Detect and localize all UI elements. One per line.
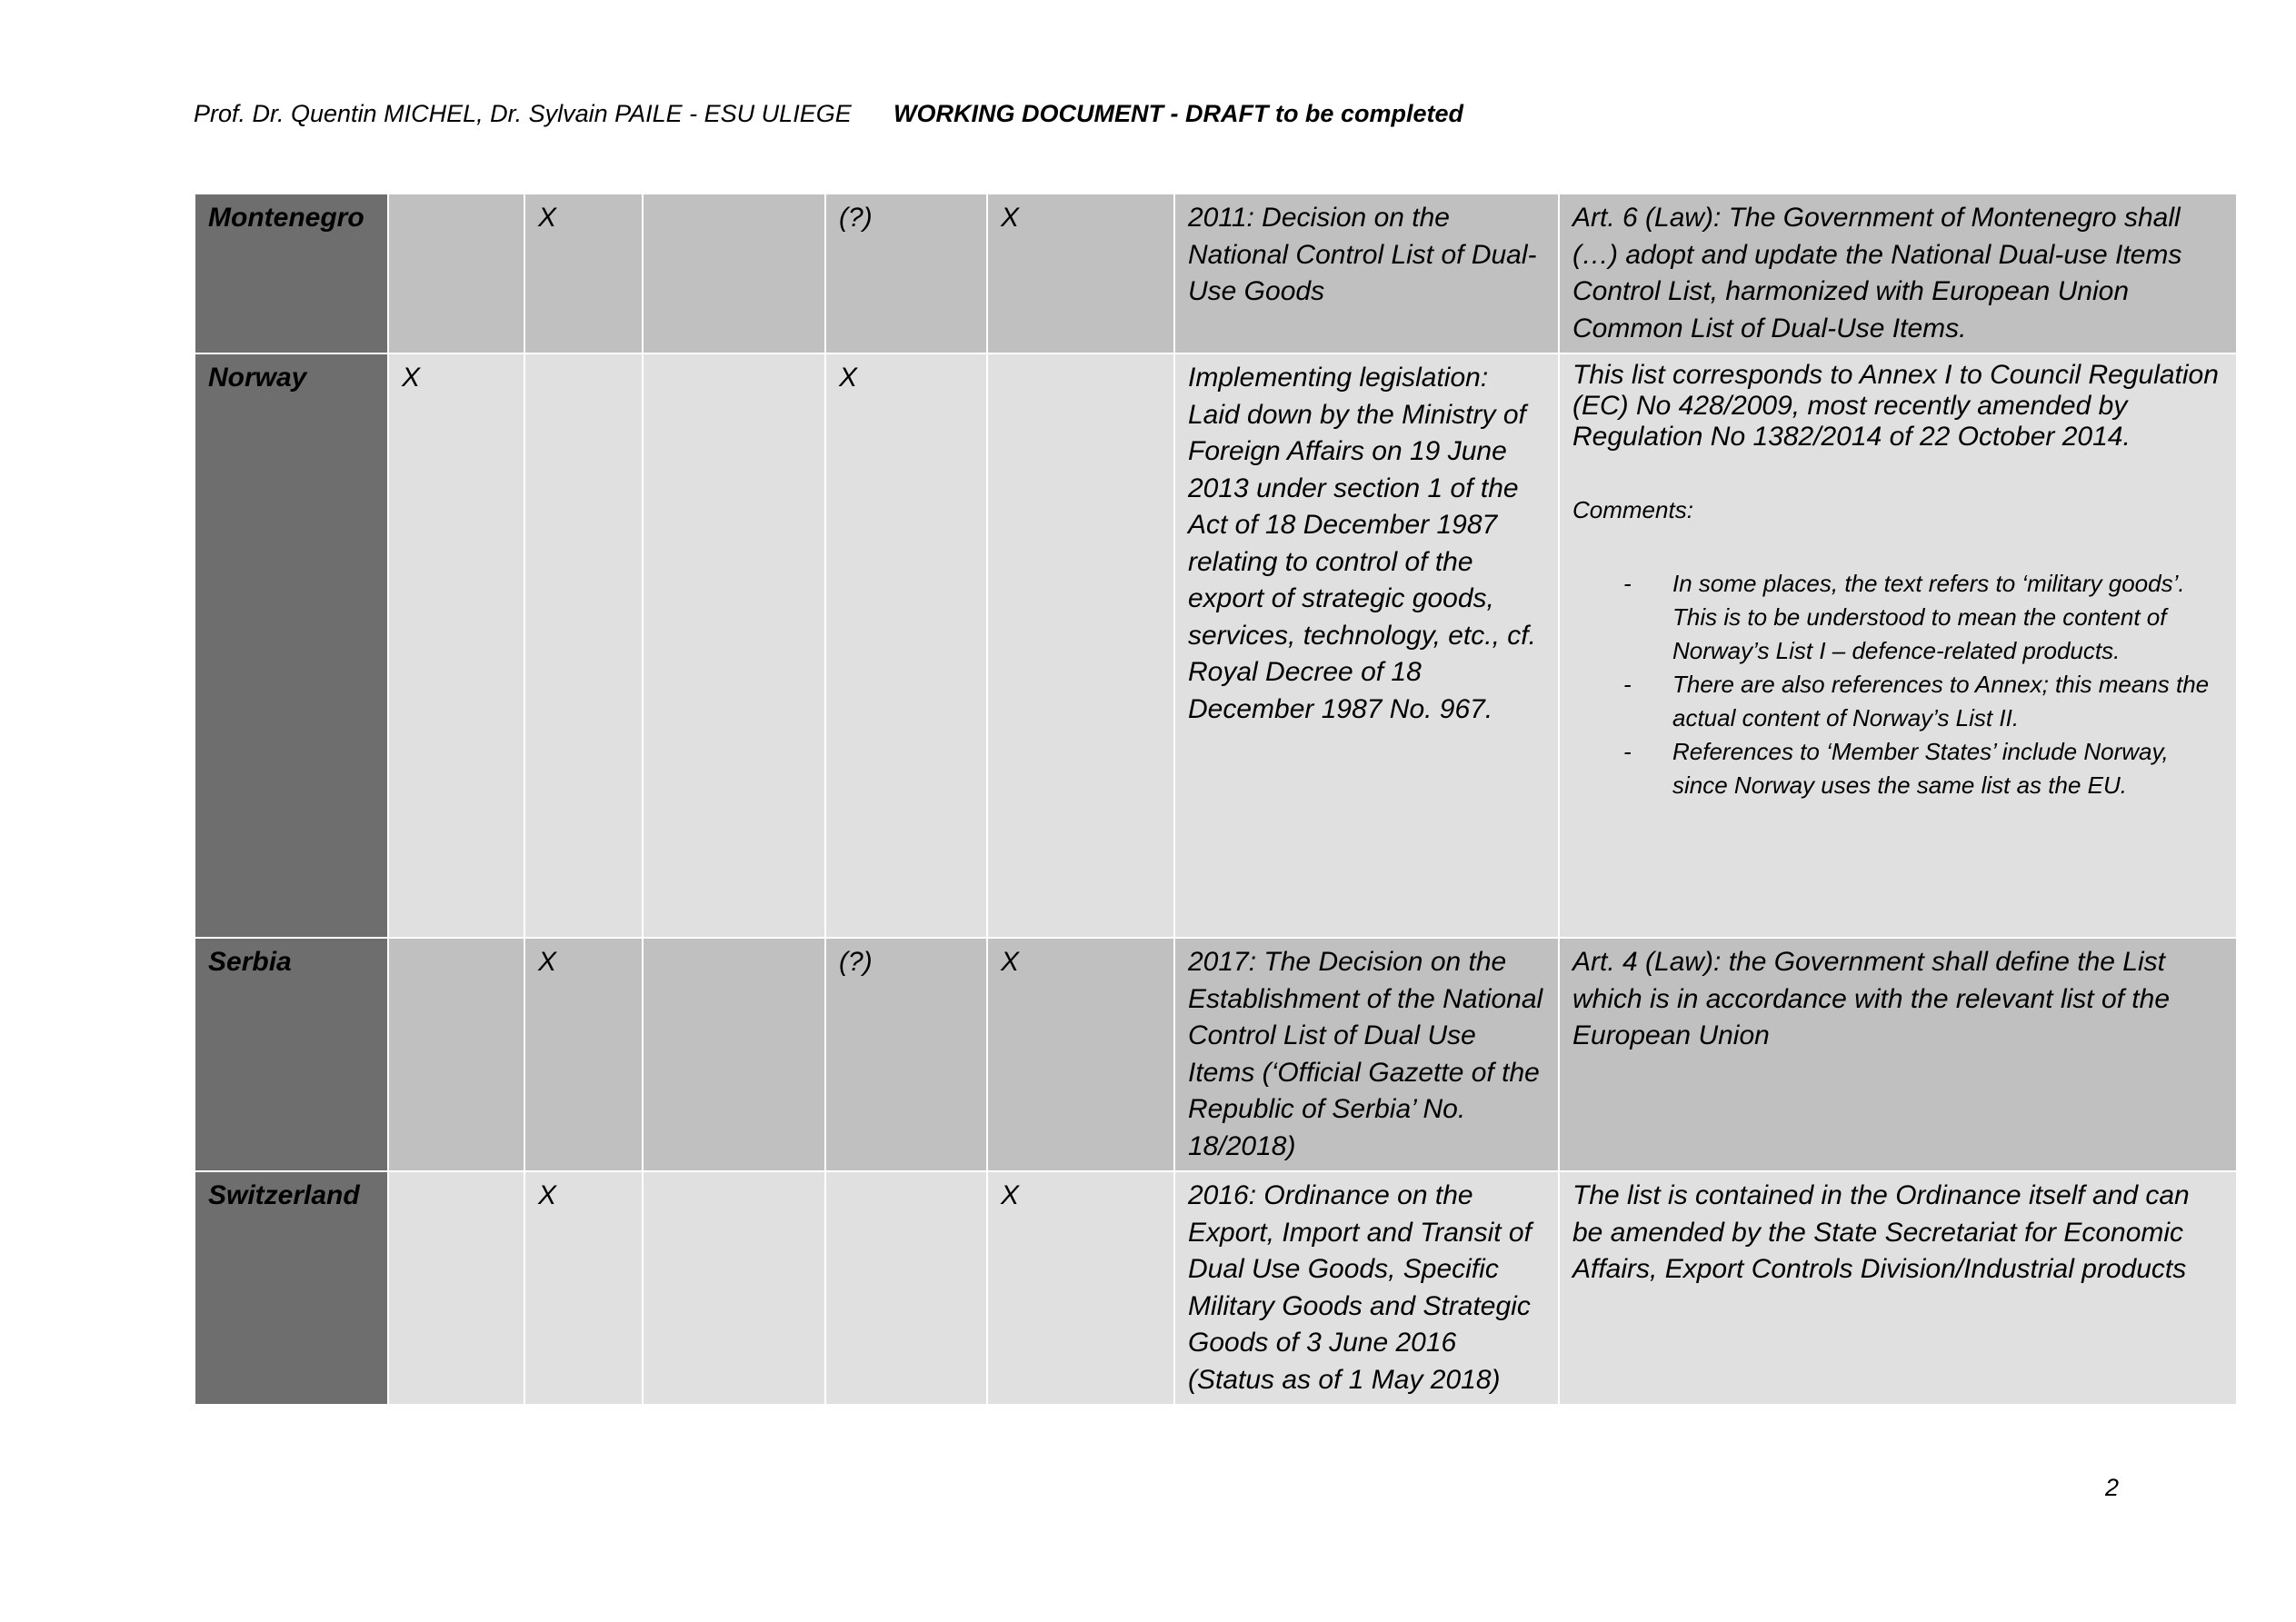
table-cell bbox=[643, 194, 825, 353]
country-cell: Switzerland bbox=[195, 1171, 388, 1405]
table-cell: X bbox=[825, 353, 987, 938]
notes-intro: This list corresponds to Annex I to Council Regulation (EC) No 428/2009, most recently amended by Regulation No 1382/2014 of 22 October 2014. bbox=[1572, 360, 2219, 452]
bullet-dash: - bbox=[1623, 738, 1632, 765]
comment-text: There are also references to Annex; this means the actual content of Norway’s List II. bbox=[1672, 671, 2210, 731]
notes-cell bbox=[1559, 353, 2237, 938]
notes-cell: Art. 4 (Law): the Government shall define the List which is in accordance with the relevant list of the European Union bbox=[1559, 938, 2237, 1171]
notes-cell: The list is contained in the Ordinance itself and can be amended by the State Secretariat for Economic Affairs, Export Controls Division/Industrial products bbox=[1559, 1171, 2237, 1405]
comment-text: In some places, the text refers to ‘military goods’. This is to be understood to mean the content of Norway’s List I – defence-related products. bbox=[1672, 570, 2185, 664]
list-item bbox=[1623, 668, 2225, 735]
table-row bbox=[195, 938, 2237, 1171]
legislation-cell: 2016: Ordinance on the Export, Import and Transit of Dual Use Goods, Specific Military Goods and Strategic Goods of 3 June 2016 (Status as of 1 May 2018) bbox=[1174, 1171, 1559, 1405]
table-cell bbox=[643, 353, 825, 938]
country-cell: Norway bbox=[195, 353, 388, 938]
table-cell bbox=[987, 353, 1174, 938]
legislation-cell: 2017: The Decision on the Establishment of the National Control List of Dual Use Items (‘Official Gazette of the Republic of Serbia’ No. 18/2018) bbox=[1174, 938, 1559, 1171]
table-row bbox=[195, 353, 2237, 938]
bullet-dash: - bbox=[1623, 671, 1632, 698]
table-row bbox=[195, 1171, 2237, 1405]
table-cell: X bbox=[388, 353, 524, 938]
table-cell: X bbox=[524, 1171, 643, 1405]
table-cell: X bbox=[524, 194, 643, 353]
country-cell: Serbia bbox=[195, 938, 388, 1171]
legislation-cell: 2011: Decision on the National Control List of Dual-Use Goods bbox=[1174, 194, 1559, 353]
table-cell: (?) bbox=[825, 194, 987, 353]
header-draft-status: WORKING DOCUMENT - DRAFT to be completed bbox=[893, 100, 1463, 127]
table-cell bbox=[643, 938, 825, 1171]
comment-text: References to ‘Member States’ include Norway, since Norway uses the same list as the EU. bbox=[1672, 738, 2169, 799]
comments-list bbox=[1572, 567, 2225, 802]
table-cell: X bbox=[987, 938, 1174, 1171]
table-cell bbox=[524, 353, 643, 938]
bullet-dash: - bbox=[1623, 570, 1632, 597]
page-number: 2 bbox=[2105, 1474, 2120, 1501]
table-cell: X bbox=[987, 194, 1174, 353]
table-cell: (?) bbox=[825, 938, 987, 1171]
table-cell bbox=[388, 938, 524, 1171]
table-row bbox=[195, 194, 2237, 353]
table-cell bbox=[643, 1171, 825, 1405]
table-cell bbox=[825, 1171, 987, 1405]
dual-use-control-table bbox=[194, 193, 2238, 1406]
table-cell: X bbox=[987, 1171, 1174, 1405]
comments-title: Comments: bbox=[1572, 496, 1693, 523]
table-cell bbox=[388, 1171, 524, 1405]
table-cell: X bbox=[524, 938, 643, 1171]
table-cell bbox=[388, 194, 524, 353]
country-cell: Montenegro bbox=[195, 194, 388, 353]
notes-cell: Art. 6 (Law): The Government of Montenegro shall (…) adopt and update the National Dual-use Items Control List, harmonized with European Union Common List of Dual-Use Items. bbox=[1559, 194, 2237, 353]
header-authors: Prof. Dr. Quentin MICHEL, Dr. Sylvain PAILE - ESU ULIEGE bbox=[194, 100, 852, 127]
list-item bbox=[1623, 735, 2225, 802]
legislation-cell: Implementing legislation: Laid down by the Ministry of Foreign Affairs on 19 June 2013 under section 1 of the Act of 18 December 1987 relating to control of the export of strategic goods, services, technology, etc., cf. Royal Decree of 18 December 1987 No. 967. bbox=[1174, 353, 1559, 938]
list-item bbox=[1623, 567, 2225, 668]
